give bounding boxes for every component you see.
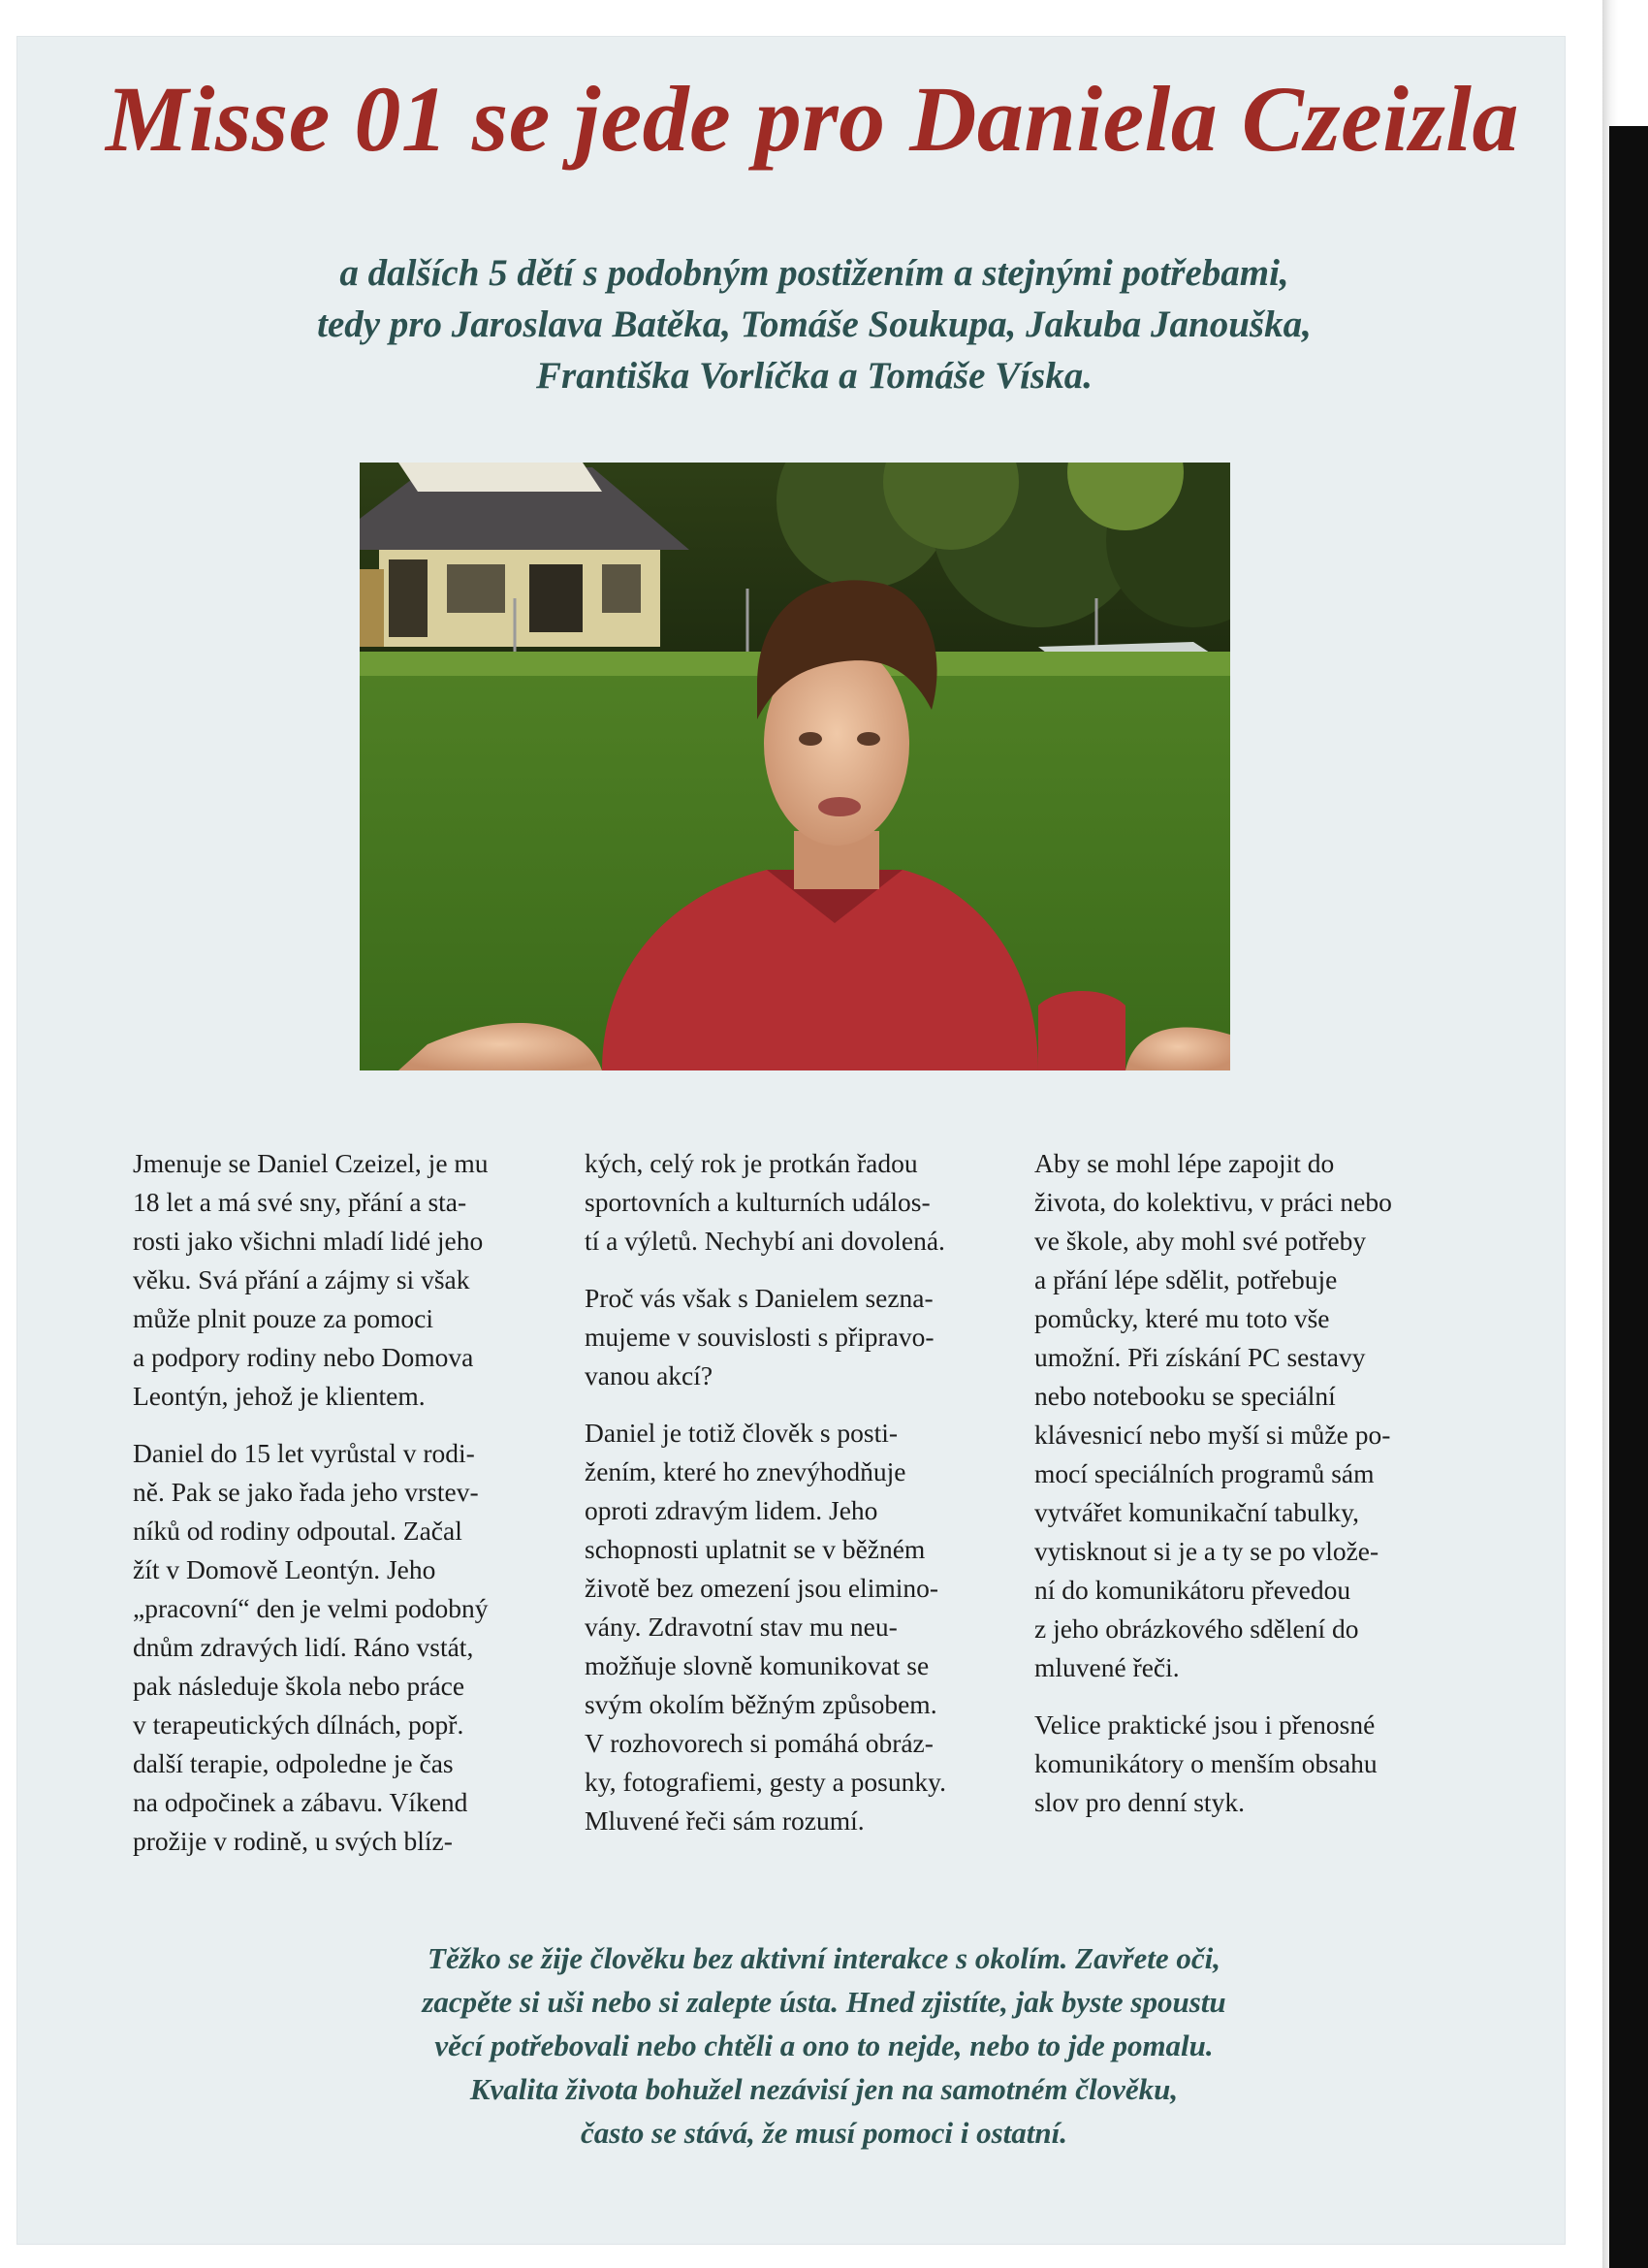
paragraph — [585, 1414, 1021, 1840]
text-line: mocí speciálních programů sám — [1034, 1458, 1375, 1488]
text-line: dnům zdravých lidí. Ráno vstát, — [133, 1632, 474, 1662]
text-line: Leontýn, jehož je klientem. — [133, 1381, 426, 1411]
text-line: další terapie, odpoledne je čas — [133, 1748, 454, 1778]
scan-border-bar — [1609, 126, 1648, 2268]
text-line: svým okolím běžným způsobem. — [585, 1689, 937, 1719]
text-line: kých, celý rok je protkán řadou — [585, 1148, 918, 1178]
text-line: Mluvené řeči sám rozumí. — [585, 1805, 865, 1836]
text-line: žením, které ho znevýhodňuje — [585, 1456, 906, 1486]
text-line: „pracovní“ den je velmi podobný — [133, 1593, 489, 1623]
article-title: Misse 01 se jede pro Daniela Czeizla — [106, 67, 1519, 171]
text-line: života, do kolektivu, v práci nebo — [1034, 1187, 1392, 1217]
text-line: oproti zdravým lidem. Jeho — [585, 1495, 878, 1525]
text-line: Daniel je totiž člověk s posti- — [585, 1418, 899, 1448]
text-line: nebo notebooku se speciální — [1034, 1381, 1336, 1411]
text-line: může plnit pouze za pomoci — [133, 1303, 434, 1333]
text-line: žít v Domově Leontýn. Jeho — [133, 1554, 436, 1584]
text-line: pak následuje škola nebo práce — [133, 1671, 465, 1701]
text-line: klávesnicí nebo myší si může po- — [1034, 1420, 1391, 1450]
text-line: ní do komunikátoru převedou — [1034, 1575, 1351, 1605]
quote-line: věcí potřebovali nebo chtěli a ono to nejde, nebo to jde pomalu. — [434, 2028, 1214, 2062]
text-line: komunikátory o menším obsahu — [1034, 1748, 1378, 1778]
photo-icon — [360, 463, 1230, 1070]
text-column-3 — [1034, 1144, 1471, 1840]
text-line: Velice praktické jsou i přenosné — [1034, 1709, 1376, 1740]
text-line: mujeme v souvislosti s připravo- — [585, 1322, 935, 1352]
text-line: životě bez omezení jsou elimino- — [585, 1573, 939, 1603]
text-line: Daniel do 15 let vyrůstal v rodi- — [133, 1438, 475, 1468]
text-line: níků od rodiny odpoutal. Začal — [133, 1516, 462, 1546]
text-line: a přání lépe sdělit, potřebuje — [1034, 1264, 1338, 1294]
quote-line: Těžko se žije člověku bez aktivní interakce s okolím. Zavřete oči, — [428, 1941, 1220, 1975]
text-line: vány. Zdravotní stav mu neu- — [585, 1612, 898, 1642]
text-line: schopnosti uplatnit se v běžném — [585, 1534, 926, 1564]
text-line: rosti jako všichni mladí lidé jeho — [133, 1226, 484, 1256]
paragraph — [133, 1144, 569, 1416]
text-line: V rozhovorech si pomáhá obráz- — [585, 1728, 934, 1758]
text-line: vanou akcí? — [585, 1360, 713, 1390]
quote-line: často se stává, že musí pomoci i ostatní. — [580, 2116, 1068, 2150]
text-line: ve škole, aby mohl své potřeby — [1034, 1226, 1367, 1256]
text-column-1 — [133, 1144, 569, 1879]
text-line: Jmenuje se Daniel Czeizel, je mu — [133, 1148, 489, 1178]
text-line: z jeho obrázkového sdělení do — [1034, 1613, 1359, 1644]
article-subtitle — [136, 247, 1493, 401]
text-line: sportovních a kulturních událos- — [585, 1187, 931, 1217]
text-line: vytisknout si je a ty se po vlože- — [1034, 1536, 1379, 1566]
article-photo — [360, 463, 1230, 1070]
paragraph — [1034, 1144, 1471, 1687]
text-line: prožije v rodině, u svých blíz- — [133, 1826, 453, 1856]
text-line: pomůcky, které mu toto vše — [1034, 1303, 1330, 1333]
quote-line: Kvalita života bohužel nezávisí jen na samotném člověku, — [469, 2072, 1179, 2106]
text-line: a podpory rodiny nebo Domova — [133, 1342, 474, 1372]
text-line: věku. Svá přání a zájmy si však — [133, 1264, 470, 1294]
paragraph — [585, 1279, 1021, 1395]
text-line: slov pro denní styk. — [1034, 1787, 1245, 1817]
text-line: mluvené řeči. — [1034, 1652, 1180, 1682]
paragraph — [1034, 1706, 1471, 1822]
subtitle-line: tedy pro Jaroslava Batěka, Tomáše Soukupa, Jakuba Janouška, — [317, 303, 1312, 345]
text-line: Aby se mohl lépe zapojit do — [1034, 1148, 1335, 1178]
text-line: vytvářet komunikační tabulky, — [1034, 1497, 1360, 1527]
quote-line: zacpěte si uši nebo si zalepte ústa. Hned zjistíte, jak byste spoustu — [422, 1985, 1226, 2019]
text-column-2 — [585, 1144, 1021, 1859]
paragraph — [585, 1144, 1021, 1261]
text-line: možňuje slovně komunikovat se — [585, 1650, 930, 1680]
text-line: ky, fotografiemi, gesty a posunky. — [585, 1767, 946, 1797]
text-line: tí a výletů. Nechybí ani dovolená. — [585, 1226, 945, 1256]
text-line: ně. Pak se jako řada jeho vrstev- — [133, 1477, 479, 1507]
text-line: Proč vás však s Danielem sezna- — [585, 1283, 934, 1313]
text-line: v terapeutických dílnách, popř. — [133, 1709, 464, 1740]
text-line: umožní. Při získání PC sestavy — [1034, 1342, 1366, 1372]
paragraph — [133, 1434, 569, 1861]
text-line: 18 let a má své sny, přání a sta- — [133, 1187, 467, 1217]
pull-quote — [233, 1936, 1415, 2155]
subtitle-line: a dalších 5 dětí s podobným postižením a stejnými potřebami, — [339, 252, 1289, 294]
text-line: na odpočinek a zábavu. Víkend — [133, 1787, 468, 1817]
subtitle-line: Františka Vorlíčka a Tomáše Víska. — [536, 355, 1093, 397]
